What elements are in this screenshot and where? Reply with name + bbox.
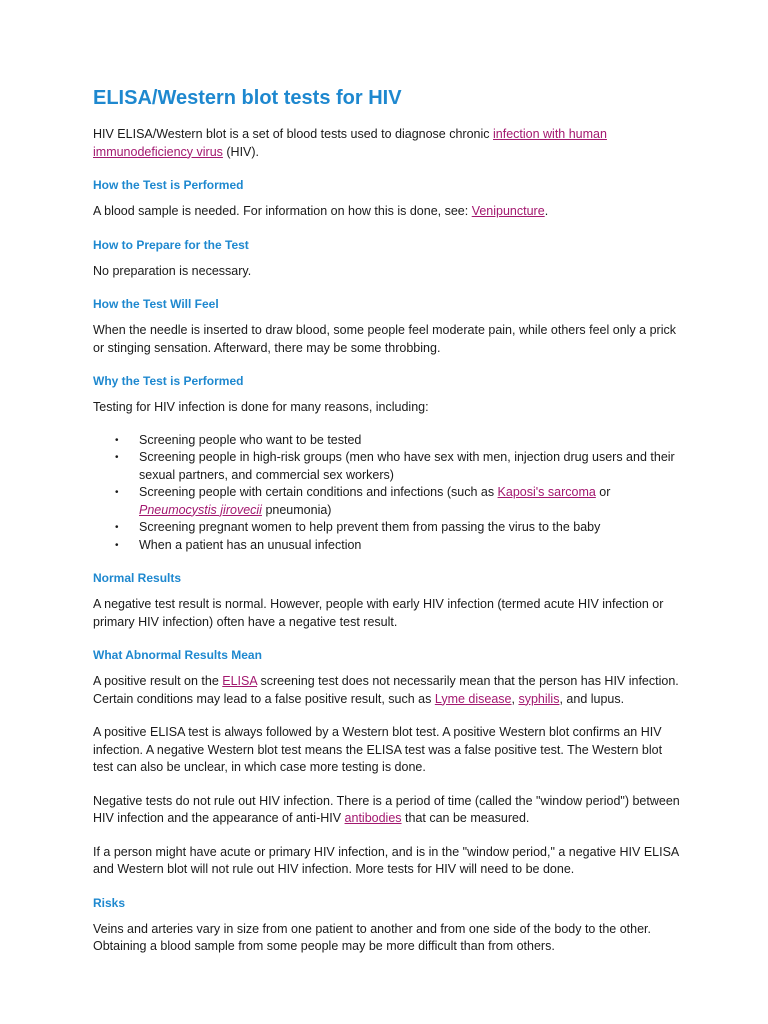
why-paragraph: Testing for HIV infection is done for many reasons, including: — [93, 400, 429, 414]
bullet-icon: • — [115, 522, 119, 533]
performed-paragraph: A blood sample is needed. For information on how this is done, see: Venipuncture. — [93, 204, 549, 218]
bullet-icon: • — [115, 452, 119, 463]
heading-abnormal-results: What Abnormal Results Mean — [93, 648, 262, 662]
abnormal-paragraph-3: Negative tests do not rule out HIV infection. There is a period of time (called the "window period") between HIV infection and the appearance of anti-HIV antibodies that can be measured. — [93, 793, 680, 825]
abnormal-paragraph-4: If a person might have acute or primary HIV infection, and is in the "window period," a negative HIV ELISA and Western blot will not rule out HIV infection. More tests for HIV will need to be done. — [93, 844, 679, 876]
list-item: • Screening people in high-risk groups (men who have sex with men, injection drug users and their sexual partners, and commercial sex workers) — [115, 450, 675, 482]
heading-how-performed: How the Test is Performed — [93, 178, 244, 192]
page-title: ELISA/Western blot tests for HIV — [93, 87, 402, 109]
bullet-icon: • — [115, 487, 119, 498]
link-lyme-disease[interactable]: Lyme disease — [434, 691, 512, 706]
bullet-icon: • — [115, 434, 119, 446]
link-pneumocystis[interactable]: Pneumocystis jirovecii — [139, 502, 262, 517]
abnormal-paragraph-2: A positive ELISA test is always followed by a Western blot test. A positive Western blot confirms an HIV infection. A negative Western blot test means the ELISA test was a false positive test. The Western blot test can also be unclear, in which case more testing is done. — [93, 725, 663, 774]
reasons-list — [93, 432, 683, 555]
link-antibodies[interactable]: antibodies — [344, 811, 402, 825]
heading-how-prepare: How to Prepare for the Test — [93, 237, 249, 252]
heading-why-performed: Why the Test is Performed — [93, 374, 244, 388]
link-hiv-infection[interactable]: infection with human immunodeficiency virus — [93, 127, 607, 159]
list-item: • Screening people with certain conditions and infections (such as Kaposi's sarcoma or Pneumocystis jirovecii pneumonia) — [115, 485, 611, 517]
intro-paragraph: HIV ELISA/Western blot is a set of blood tests used to diagnose chronic infection with human immunodeficiency virus (HIV). — [93, 127, 607, 159]
heading-normal-results: Normal Results — [93, 571, 182, 585]
link-venipuncture[interactable]: Venipuncture — [471, 204, 545, 218]
heading-risks: Risks — [93, 895, 126, 910]
normal-paragraph: A negative test result is normal. However, people with early HIV infection (termed acute HIV infection or primary HIV infection) often have a negative test result. — [93, 597, 664, 629]
feel-paragraph: When the needle is inserted to draw blood, some people feel moderate pain, while others feel only a prick or stinging sensation. Afterward, there may be some throbbing. — [93, 323, 676, 355]
prepare-paragraph: No preparation is necessary. — [93, 263, 252, 278]
bullet-icon: • — [115, 539, 119, 551]
article — [93, 84, 683, 967]
link-syphilis[interactable]: syphilis — [518, 691, 560, 706]
list-item: • Screening people who want to be tested — [93, 432, 683, 450]
link-elisa[interactable]: ELISA — [222, 674, 257, 688]
list-item: • When a patient has an unusual infection — [93, 537, 683, 555]
heading-how-feel: How the Test Will Feel — [93, 297, 219, 311]
list-item: • Screening pregnant women to help prevent them from passing the virus to the baby — [93, 519, 683, 537]
link-kaposis-sarcoma[interactable]: Kaposi's sarcoma — [497, 485, 596, 499]
abnormal-paragraph-1: A positive result on the ELISA screening test does not necessarily mean that the person has HIV infection. Certain conditions may lead to a false positive result, such as Lyme disease, syphilis, and lupus. — [93, 674, 679, 706]
risks-paragraph: Veins and arteries vary in size from one patient to another and from one side of the body to the other. Obtaining a blood sample from some people may be more difficult than from others. — [93, 921, 651, 953]
